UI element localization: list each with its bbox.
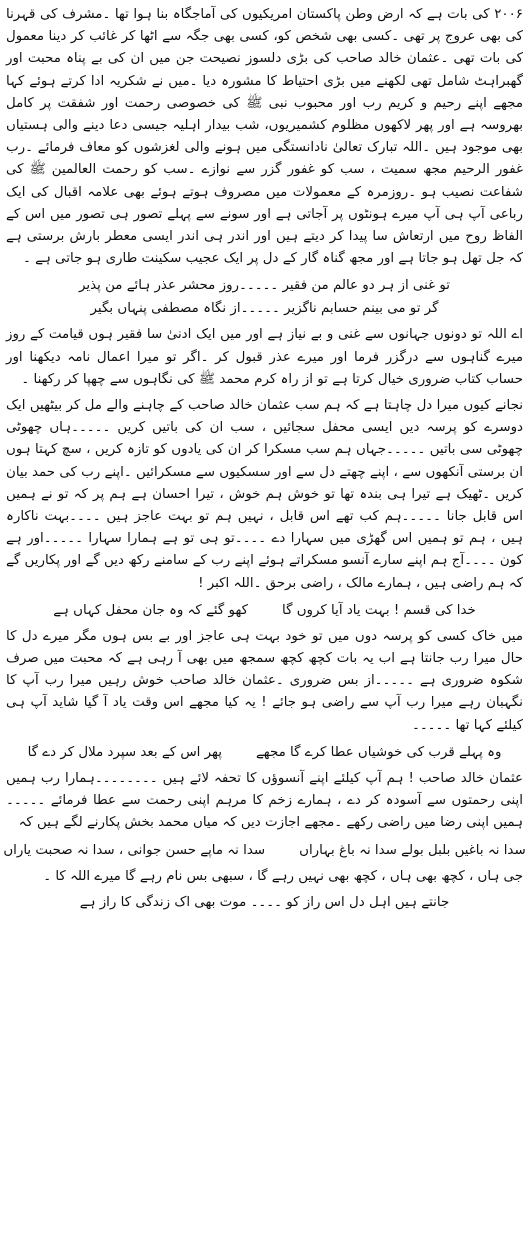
couplet-3-first-half: سدا نہ باغیں بلبل بولے سدا نہ باغ بہاراں <box>299 842 526 858</box>
couplet-1 <box>6 599 523 622</box>
couplet-1-first-half: خدا کی قسم ! بہت یاد آیا کروں گا <box>282 602 476 618</box>
persian-verse-line-2: گر تو می بینم حسابم ناگزیر ۔۔۔۔۔از نگاہ مصطفی پنہاں بگیر <box>90 301 439 317</box>
closing-verse: جانتے ہیں اہل دل اس راز کو ۔۔۔۔ موت بھی اک زندگی کا راز ہے <box>79 894 450 910</box>
couplet-1-second-half: کھو گئے کہ وہ جان محفل کہاں ہے <box>53 602 249 618</box>
couplet-2-second-half: پھر اس کے بعد سپرد ملال کر دے گا <box>27 744 222 760</box>
persian-verse-line-1: تو غنی از ہر دو عالم من فقیر ۔۔۔۔۔روز محشر عذر ہائے من پذیر <box>78 278 451 294</box>
paragraph-gathering: نجانے کیوں میرا دل چاہتا ہے کہ ہم سب عثمان خالد صاحب کے چاہنے والے مل کر بیٹھیں ایک دوسرے کو پرسہ دیں ایسی محفل سجائیں ، سب ان کی باتیں کریں ۔۔۔۔۔ہاں چھوٹی چھوٹی سی باتیں ۔۔۔۔۔جہاں ہم سب مسکرا کر ان کی یادوں کو تازہ کریں ، سچ کہتا ہوں ان برستی آنکھوں سے ، اپنے چھتے دل سے اور سسکیوں سے مسکرائیں ۔اپنے رب کی حمد بیان کریں ۔ٹھیک ہے تیرا ہی بندہ تھا تو خوش ہم خوش ، تیرا احسان ہے ہم پر کہ تو نے ہمیں اس قابل جانا ۔۔۔۔۔ہم کب تھے اس قابل ، نہیں ہم تو بہت عاجز ہیں ۔۔۔۔بہت ناکارہ ہیں ، ہم تو ہمیں اس گھڑی میں سہارا دے ۔۔۔۔تو ہی تو ہے ہمارا سہارا ۔۔۔۔۔اور ہے کون ۔۔۔۔آج ہم اپنے سارے آنسو مسکراتے ہوئے اپنے رب کے سامنے رکھ دیں گے اور پکاریں گے کہ ہم راضی ہیں ، ہمارے مالک ، راضی برحق ۔اللہ اکبر ! <box>6 398 523 591</box>
paragraph-final: جی ہاں ، کچھ بھی ہاں ، کچھ بھی نہیں رہے گا ، سبھی بس نام رہے گا میرے اللہ کا ۔ <box>43 868 523 884</box>
couplet-3-second-half: سدا نہ ماپے حسن جوانی ، سدا نہ صحبت یاراں <box>3 842 266 858</box>
couplet-2 <box>6 741 523 764</box>
paragraph-verse-translation: اے اللہ تو دونوں جہانوں سے غنی و بے نیاز ہے اور میں ایک ادنیٰ سا فقیر ہوں قیامت کے روز میرے گناہوں سے درگزر فرما اور میرے عذر قبول کر ۔اگر تو میرا اعمال نامہ دیکھنا اور حساب کتاب ضروری خیال کرتا ہے تو از راہ کرم محمد ﷺ کی نگاہوں سے چھپا کر رکھنا ۔ <box>6 327 523 387</box>
paragraph-tears: عثمان خالد صاحب ! ہم آپ کیلئے اپنے آنسوؤں کا تحفہ لائے ہیں ۔۔۔۔۔۔۔۔ہمارا رب ہمیں اپنی رحمتوں سے آسودہ کر دے ، ہمارے زخم کا مرہم اپنی رحمت سے عطا فرمائے ۔۔۔۔۔ہمیں اپنی رضا میں راضی رکھے ۔مجھے اجازت دیں کہ میاں محمد بخش پکارنے لگے ہیں کہ <box>6 770 523 831</box>
paragraph-opening: ۲۰۰۶ کی بات ہے کہ ارض وطن پاکستان امریکیوں کی آماجگاہ بنا ہوا تھا ۔مشرف کی قہرنا کی بھی عروج پر تھی ۔کسی بھی شخص کو، کسی بھی جگہ سے اٹھا کر غائب کر دینا معمول کی بات تھی ۔عثمان خالد صاحب کی بڑی دلسوز نصیحت جن میں ان کی بے پناہ محبت اور گھبراہٹ شامل تھی لکھنے میں بڑی احتیاط کا مشورہ دیا ۔میں نے شکریہ ادا کرتے ہوئے کہا مجھے اپنے رحیم و کریم رب اور محبوب نبی ﷺ کی خصوصی رحمت اور شفقت پر کامل بھروسہ ہے اور پھر لاکھوں مظلوم کشمیریوں، شب بیدار اہلیہ جیسی دعا دینے والی ہستیاں بھی موجود ہیں ۔اللہ تبارک تعالیٰ نادانستگی میں ہونے والی لغزشوں کو معاف فرمائے ۔رب غفور الرحیم مجھ سمیت ، سب کو غفور گزر سے نوازے ۔سب کو رحمت العالمین ﷺ کی شفاعت نصیب ہو ۔روزمرہ کے معمولات میں مصروف ہوتے ہوئے بھی علامہ اقبال کی ایک رباعی آپ ہی آپ میرے ہونٹوں پر آجاتی ہے اور سونے سے پہلے تصور ہی تصور میں اس کے الفاظ روح میں ارتعاش سا پیدا کر دیتے ہیں اور اندر ہی اندر ایسی معطر بارش برستی ہے کہ جل تھل ہو جاتا ہے اور مجھ گناہ گار کے دل پر ایک عجیب سکینت طاری ہو جاتی ہے ۔ <box>6 7 523 267</box>
paragraph-condolence: میں خاک کسی کو پرسہ دوں میں تو خود بہت ہی عاجز اور بے بس ہوں مگر میرے دل کا حال میرا رب جانتا ہے اب یہ بات کچھ کچھ سمجھ میں بھی آ رہی ہے کہ محبت میں صرف شکوہ ضروری ہے ۔۔۔۔۔از بس ضروری ۔عثمان خالد صاحب خوش رہیں میرا رب آپ کا نگہبان رہے میرا رب آپ سے راضی ہو جائے ! یہ کیا مجھے اس وقت یاد آ گیا شاید آپ ہی کیلئے کہا تھا ۔۔۔۔۔ <box>6 628 523 733</box>
couplet-3 <box>3 839 526 862</box>
couplet-2-first-half: وہ پہلے قرب کی خوشیاں عطا کرے گا مجھے <box>255 744 502 760</box>
